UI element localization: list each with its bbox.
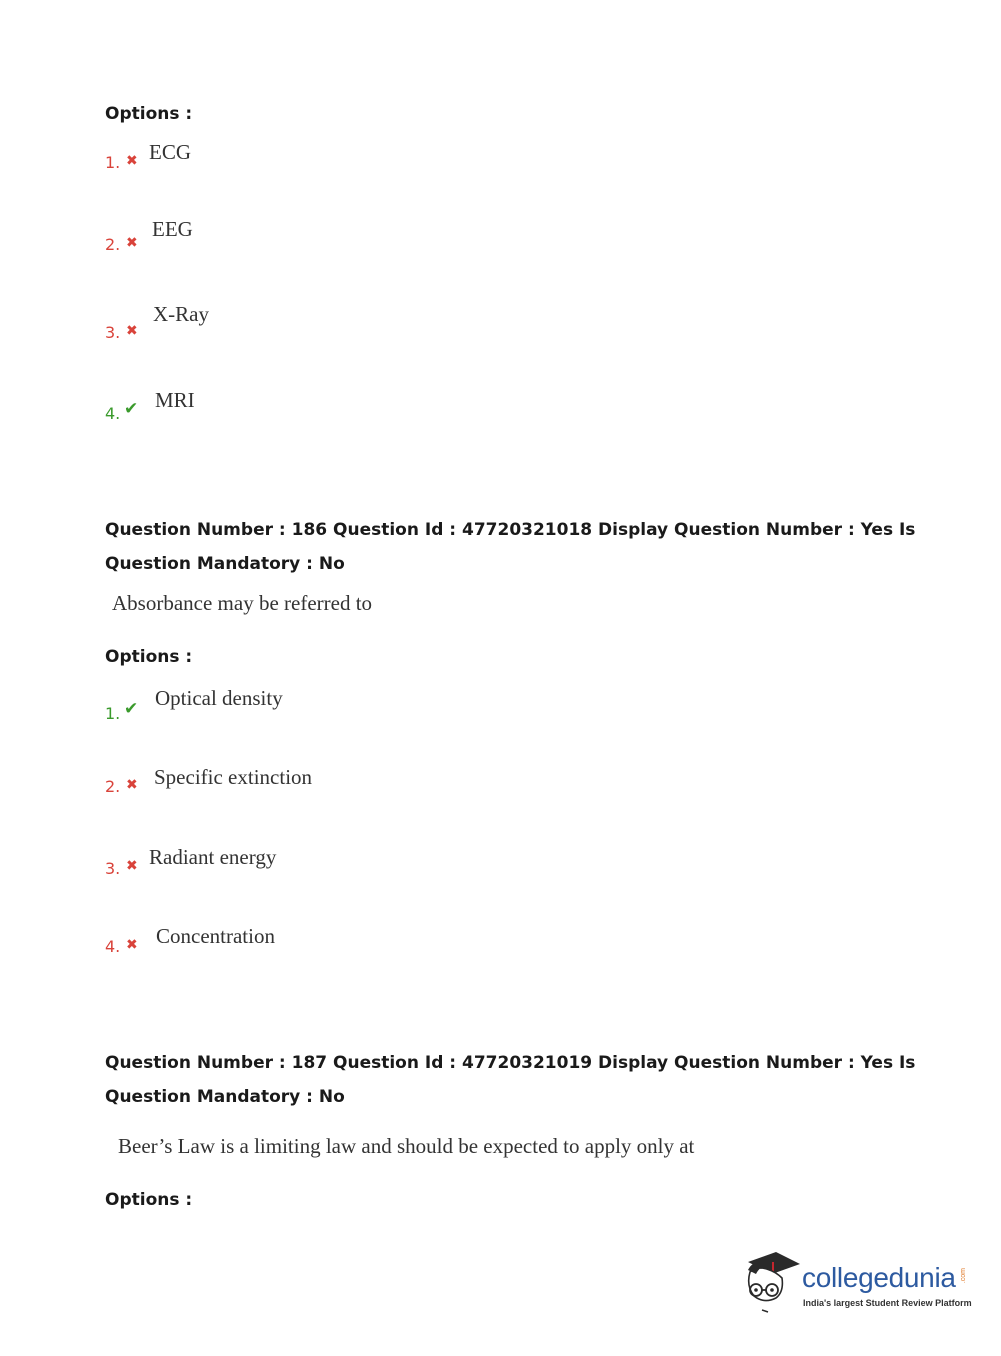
option-text: EEG [152,217,193,241]
option-text: ECG [149,140,191,164]
check-icon: ✔ [124,699,139,719]
mascot-icon [742,1248,802,1318]
option-number: 2. [105,777,121,796]
check-icon: ✔ [124,399,139,419]
collegedunia-logo [742,1248,972,1318]
option-text: Concentration [156,924,275,948]
cross-icon: ✖ [126,937,138,953]
question-text: Beer’s Law is a limiting law and should be expected to apply only at [118,1134,695,1158]
cross-icon: ✖ [126,858,138,874]
brand-suffix: .com [960,1268,967,1284]
option-text: Specific extinction [154,765,313,789]
option-number: 1. [105,153,121,172]
option-text: MRI [155,388,195,412]
options-label: Options : [105,647,193,667]
cross-icon: ✖ [126,323,138,339]
option-text: X-Ray [153,302,209,326]
option-number: 3. [105,859,121,878]
options-label: Options : [105,1190,193,1210]
question-header: Question Number : 187 Question Id : 47720321019 Display Question Number : Yes Is Question Mandatory : No [105,1053,916,1107]
option-text: Radiant energy [149,845,277,869]
option-number: 1. [105,704,121,723]
cross-icon: ✖ [126,235,138,251]
question-text: Absorbance may be referred to [112,591,373,615]
question-header: Question Number : 186 Question Id : 47720321018 Display Question Number : Yes Is Question Mandatory : No [105,520,916,574]
option-number: 2. [105,235,121,254]
option-number: 3. [105,323,121,342]
cross-icon: ✖ [126,777,138,793]
brand-name: collegedunia [802,1262,956,1293]
brand-tagline: India's largest Student Review Platform [803,1298,972,1308]
option-number: 4. [105,404,121,423]
option-number: 4. [105,937,121,956]
options-label: Options : [105,104,193,124]
cross-icon: ✖ [126,153,138,169]
option-text: Optical density [155,686,283,710]
